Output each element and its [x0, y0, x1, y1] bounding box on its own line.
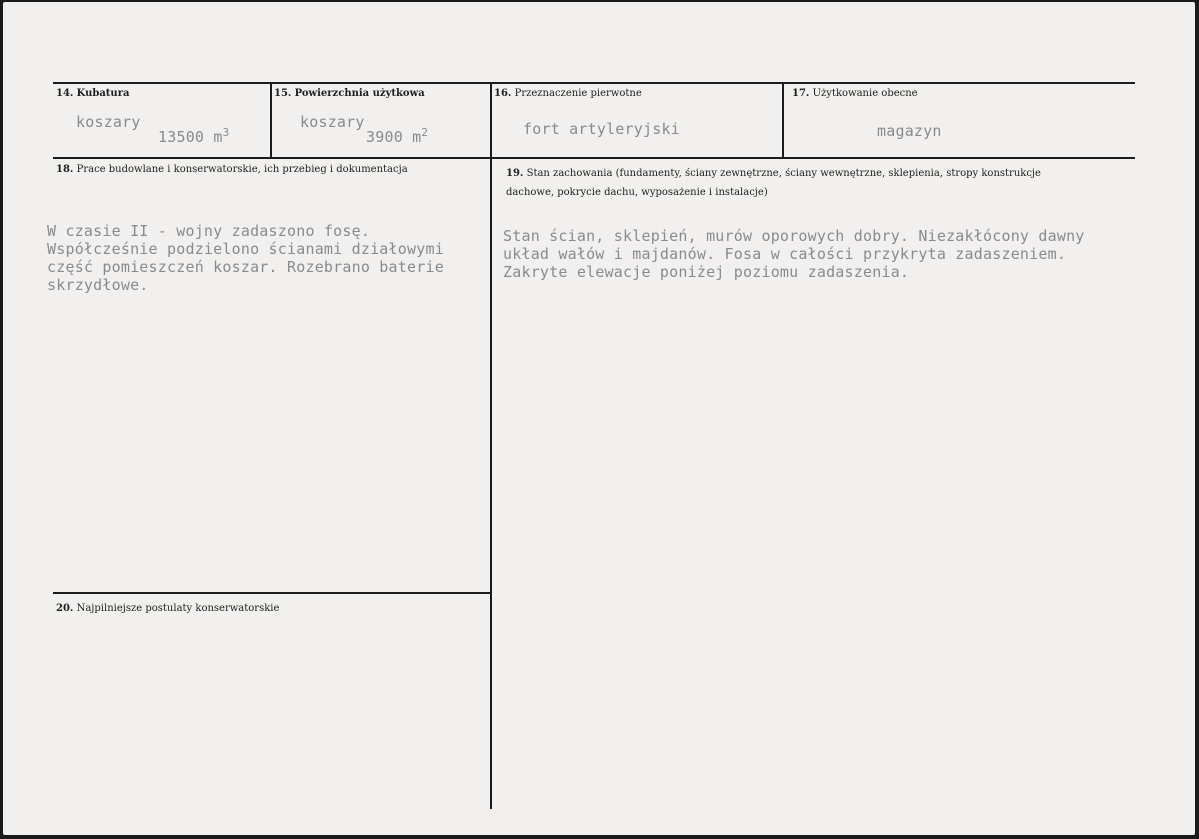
divider-16-17 — [782, 82, 784, 157]
field-17-value: magazyn — [877, 122, 942, 140]
field-17-label: 17. Użytkowanie obecne — [792, 88, 918, 99]
field-14-value-amount: 13500 $m^3$ — [158, 126, 230, 146]
field-20-label: 20. Najpilniejsze postulaty konserwatorskie — [56, 603, 280, 614]
field-15-value-amount: 3900 $m^2$ — [366, 126, 429, 146]
divider-18-19 — [490, 157, 492, 809]
field-19-value: Stan ścian, sklepień, murów oporowych dobry. Niezakłócony dawny układ wałów i majdanów. Fosa w całości przykryta zadaszeniem. Zakryte elewacje poniżej poziomu zadaszenia. — [503, 227, 1085, 281]
field-18-label: 18. Prace budowlane i konserwatorskie, ich przebieg i dokumentacja — [56, 164, 408, 175]
field20-top-rule — [53, 592, 490, 594]
field-16-label: 16. Przeznaczenie pierwotne — [494, 88, 642, 99]
top-rule — [53, 82, 1135, 84]
record-card — [3, 2, 1195, 835]
divider-15-16 — [490, 82, 492, 157]
field-19-label: 19. Stan zachowania (fundamenty, ściany zewnętrzne, ściany wewnętrzne, sklepienia, stropy konstrukcje dachowe, pokrycie dachu, wyposażenie i instalacje) — [506, 168, 1041, 198]
row1-bottom-rule — [53, 157, 1135, 159]
field-14-label: 14. Kubatura — [56, 88, 130, 99]
divider-14-15 — [270, 82, 272, 157]
field-14-value-type: koszary — [76, 113, 141, 131]
field-16-value: fort artyleryjski — [523, 120, 680, 138]
field-15-value-type: koszary — [300, 113, 365, 131]
field-15-label: 15. Powierzchnia użytkowa — [274, 88, 425, 99]
field-18-value: W czasie II - wojny zadaszono fosę. Współcześnie podzielono ścianami działowymi część pomieszczeń koszar. Rozebrano baterie skrzydłowe. — [47, 222, 444, 294]
